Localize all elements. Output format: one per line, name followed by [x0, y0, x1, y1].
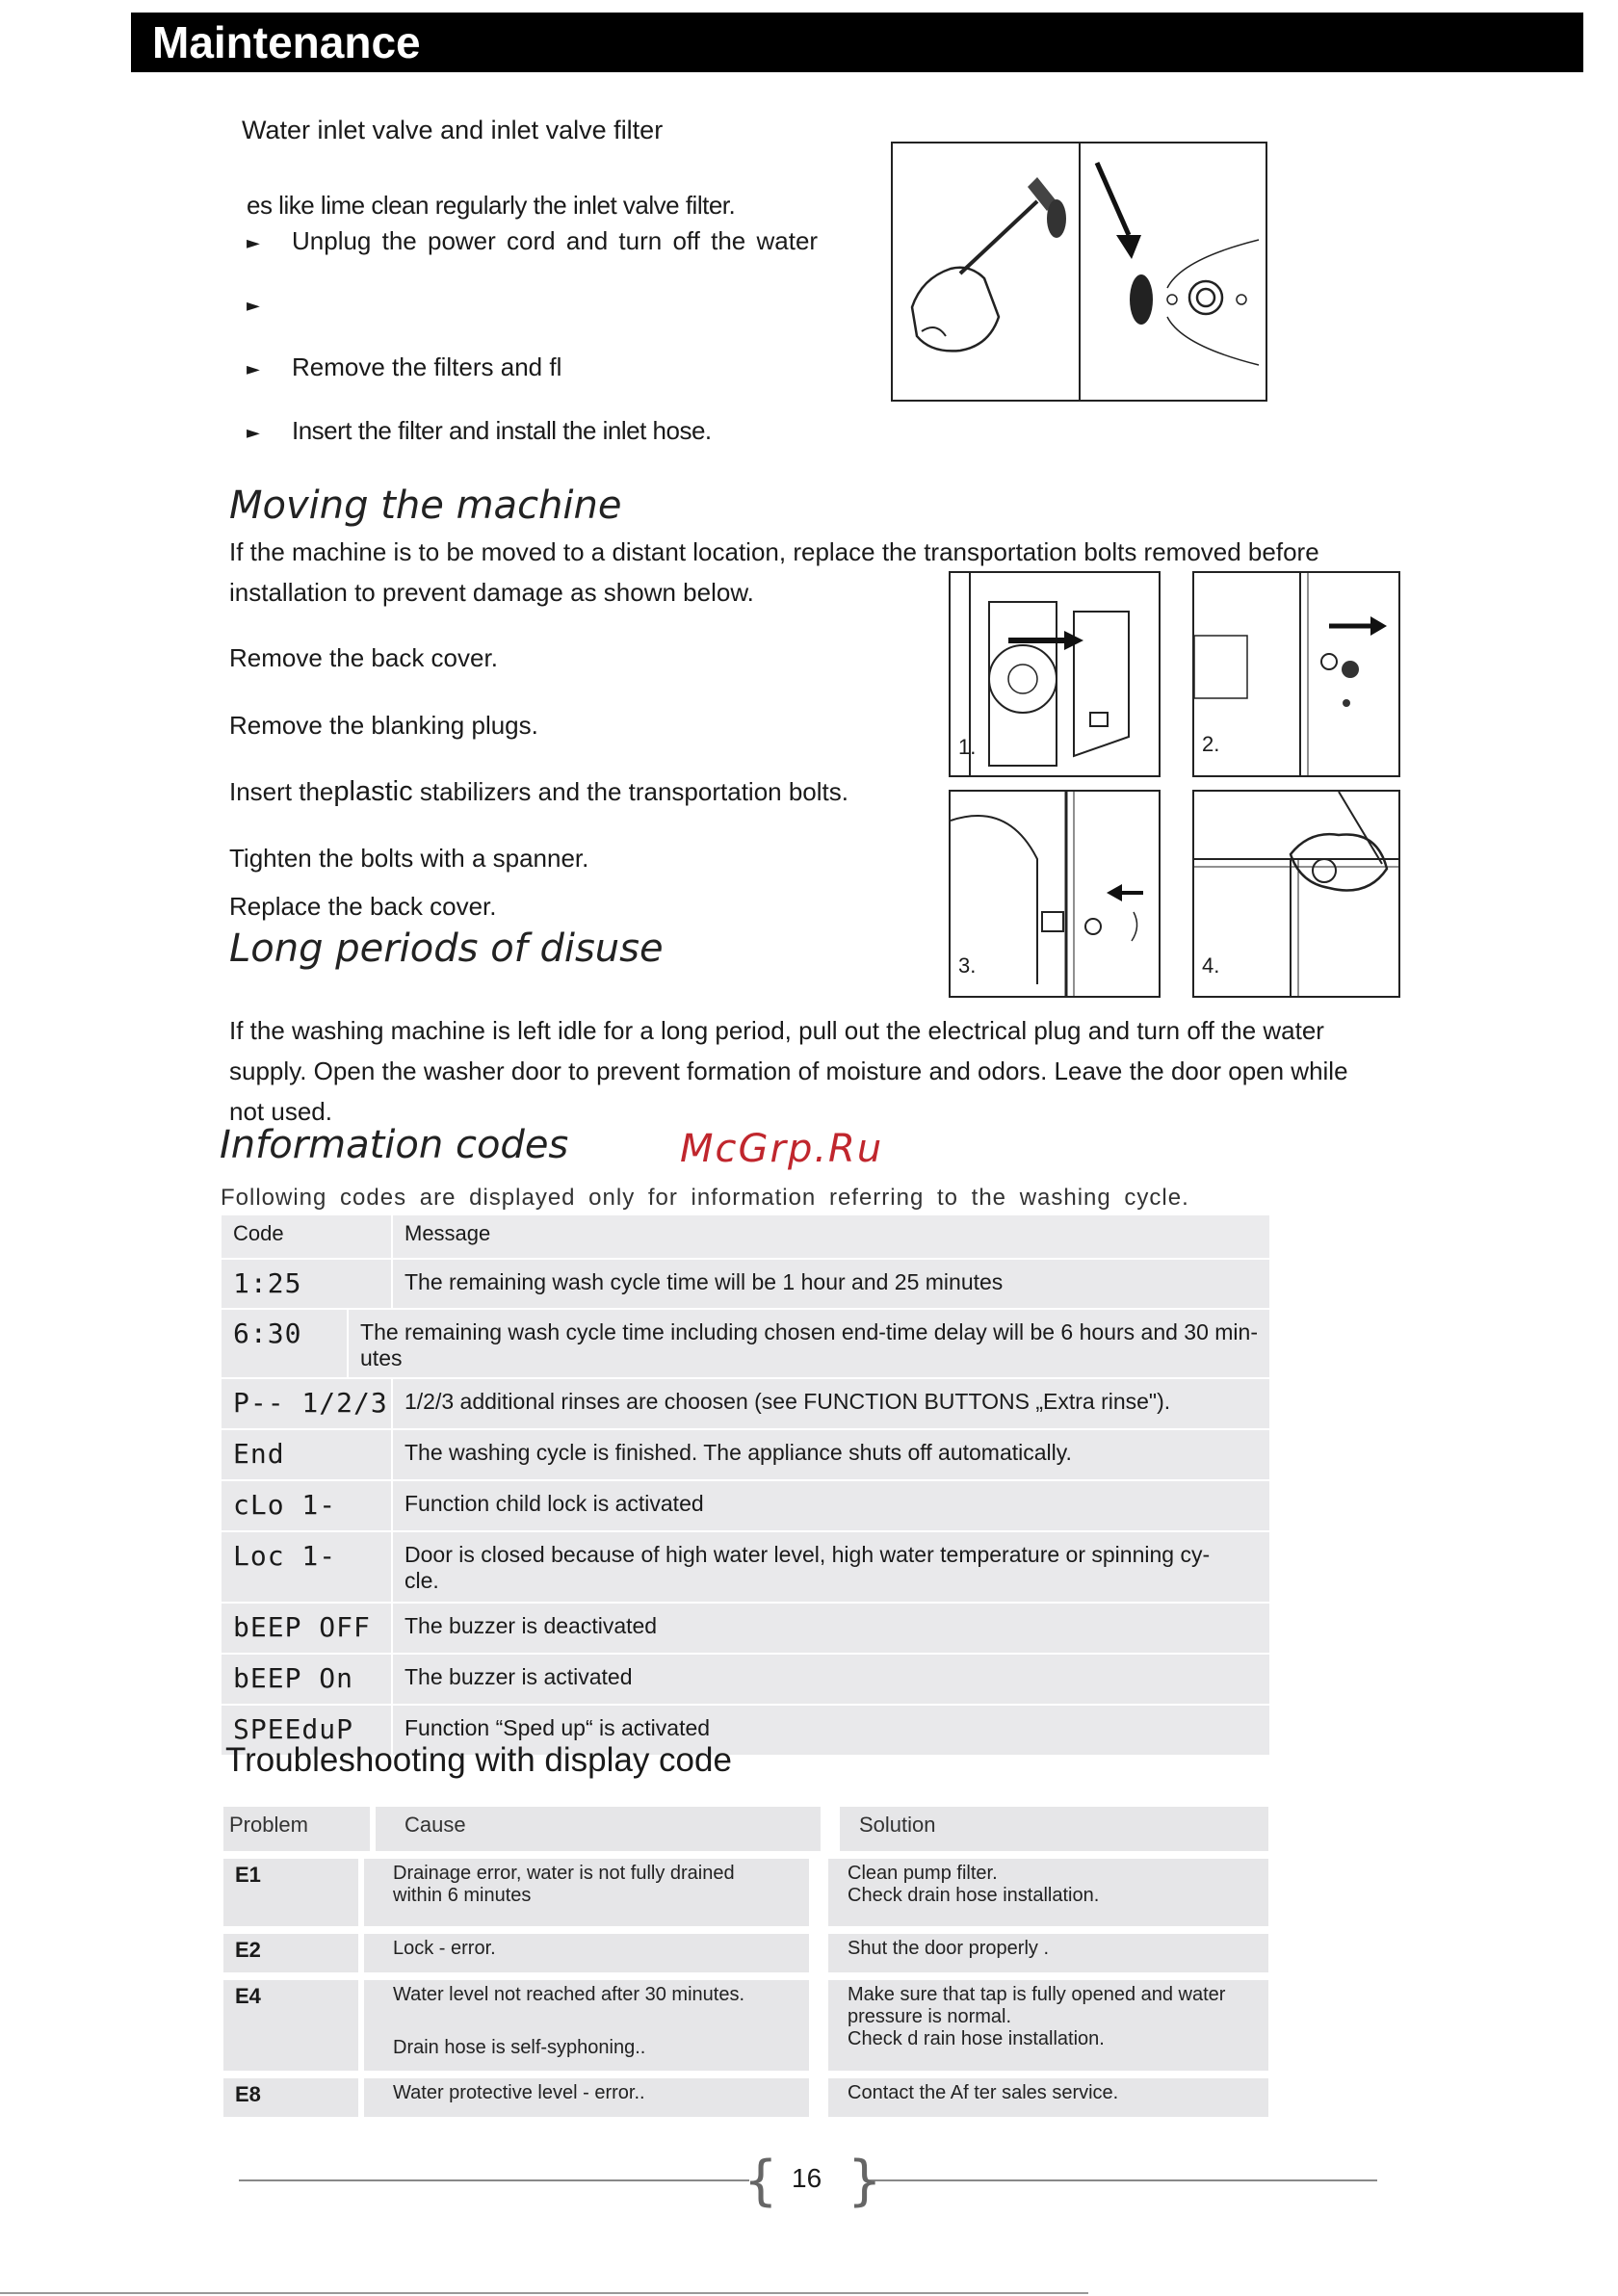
info-code: P-- 1/2/3 [222, 1379, 393, 1428]
col-message-header: Message [404, 1221, 491, 1245]
trouble-table-row [223, 2078, 1268, 2117]
moving-step-1: Remove the back cover. [229, 643, 498, 672]
moving-step-4: Tighten the bolts with a spanner. [229, 844, 589, 873]
info-title: Information codes [220, 1123, 569, 1167]
footer-rule-right [865, 2179, 1377, 2181]
trouble-problem-code: E1 [223, 1859, 358, 1926]
info-code: 1:25 [222, 1260, 393, 1308]
trouble-table-row [223, 1934, 1268, 1972]
info-message-line: Function child lock is activated [404, 1491, 704, 1516]
section-title: Maintenance [152, 17, 421, 67]
moving-title: Moving the machine [229, 483, 622, 528]
col-code-header: Code [222, 1215, 393, 1258]
watermark: McGrp.Ru [680, 1127, 884, 1171]
info-message-line: The remaining wash cycle time will be 1 hour and 25 minutes [404, 1269, 1004, 1294]
info-message [393, 1532, 1269, 1602]
trouble-solution [828, 1980, 1268, 2071]
info-code: Loc 1- [222, 1532, 393, 1602]
info-table-row [222, 1430, 1269, 1481]
info-message-line: The washing cycle is finished. The appliance shuts off automatically. [404, 1440, 1072, 1465]
info-message-line: The buzzer is activated [404, 1664, 633, 1689]
info-code: SPEEduP [222, 1706, 393, 1755]
trouble-solution [828, 2078, 1268, 2117]
trouble-table-row [223, 1859, 1268, 1926]
bullet-marker: ► [247, 296, 260, 316]
figure-label: 3. [958, 953, 977, 978]
bullet-marker: ► [247, 233, 260, 253]
page-number: 16 [792, 2163, 822, 2193]
footer-rule-left [239, 2179, 749, 2181]
trouble-cause-line: Water level not reached after 30 minutes. [393, 1984, 744, 2005]
moving-figure-3 [949, 790, 1161, 998]
info-code: 6:30 [222, 1310, 349, 1377]
trouble-solution-line: Check d rain hose installation. [848, 2028, 1105, 2049]
trouble-cause-line: Water protective level - error.. [393, 2082, 645, 2103]
info-message-line: The remaining wash cycle time including chosen end-time delay will be 6 hours and 30 min- [360, 1319, 1258, 1344]
col-problem-header: Problem [223, 1807, 370, 1851]
moving-step-3-c: stabilizers and the transportation bolts. [419, 777, 848, 806]
info-code: cLo 1- [222, 1481, 393, 1530]
trouble-cause-line: Drain hose is self-syphoning.. [393, 2037, 646, 2058]
trouble-cause [364, 1859, 809, 1926]
info-table-header [222, 1215, 1269, 1260]
info-table-row [222, 1260, 1269, 1310]
trouble-table-header [223, 1807, 1268, 1851]
moving-intro-line1: If the machine is to be moved to a distant location, replace the transportation bolts removed before [229, 537, 1319, 566]
inlet-title: Water inlet valve and inlet valve filter [242, 116, 664, 144]
info-code: bEEP On [222, 1655, 393, 1704]
info-message-line: Function “Sped up“ is activated [404, 1715, 711, 1740]
info-message [393, 1379, 1269, 1428]
info-codes-table [222, 1215, 1269, 1757]
inlet-filter-illustration [891, 142, 1267, 402]
trouble-problem-code: E2 [223, 1934, 358, 1972]
disuse-title: Long periods of disuse [229, 926, 664, 971]
trouble-cause [364, 1934, 809, 1972]
trouble-cause [364, 1980, 809, 2071]
trouble-solution-line: Make sure that tap is fully opened and water [848, 1984, 1226, 2005]
moving-figure-4 [1192, 790, 1400, 998]
inlet-intro: es like lime clean regularly the inlet valve filter. [247, 191, 736, 220]
info-message [349, 1310, 1269, 1377]
info-table-row [222, 1310, 1269, 1379]
info-message-line: The buzzer is deactivated [404, 1613, 658, 1638]
moving-intro-line2: installation to prevent damage as shown below. [229, 578, 754, 607]
moving-step-3 [229, 776, 848, 808]
figure-label: 4. [1202, 953, 1220, 978]
info-message-line: utes [360, 1345, 403, 1370]
moving-step-3-a: Insert the [229, 777, 334, 806]
info-message [393, 1604, 1269, 1653]
info-code: bEEP OFF [222, 1604, 393, 1653]
info-table-row [222, 1655, 1269, 1706]
inlet-step-3: Remove the filters and fl [292, 352, 562, 381]
disuse-line-1: If the washing machine is left idle for a long period, pull out the electrical plug and turn off the water [229, 1016, 1324, 1045]
trouble-table-row [223, 1980, 1268, 2071]
info-code: End [222, 1430, 393, 1479]
disuse-line-2: supply. Open the washer door to prevent formation of moisture and odors. Leave the door open while [229, 1057, 1348, 1085]
disuse-line-3: not used. [229, 1097, 332, 1126]
trouble-table [223, 1807, 1268, 2117]
info-table-row [222, 1481, 1269, 1532]
info-table-row [222, 1604, 1269, 1655]
bullet-marker: ► [247, 359, 260, 379]
inlet-step-1: Unplug the power cord and turn off the water [292, 226, 819, 255]
info-message [393, 1481, 1269, 1530]
figure-label: 1. [958, 735, 977, 759]
footer-bracket-right: } [848, 2150, 882, 2212]
info-message [393, 1430, 1269, 1479]
section-header-bar [131, 13, 1583, 72]
bottom-edge-line [0, 2292, 1088, 2294]
trouble-cause [364, 2078, 809, 2117]
trouble-problem-code: E8 [223, 2078, 358, 2117]
inlet-step-4: Insert the filter and install the inlet hose. [292, 416, 712, 445]
info-table-row [222, 1379, 1269, 1430]
moving-figure-1 [949, 571, 1161, 777]
col-solution-header: Solution [840, 1807, 1268, 1851]
info-subtitle: Following codes are displayed only for information referring to the washing cycle. [221, 1185, 1189, 1211]
trouble-cause-line: Drainage error, water is not fully drained [393, 1863, 735, 1884]
info-message-line: cle. [404, 1568, 439, 1593]
trouble-solution-line: Contact the Af ter sales service. [848, 2082, 1119, 2103]
trouble-solution-line: Clean pump filter. [848, 1863, 998, 1884]
trouble-solution [828, 1859, 1268, 1926]
trouble-solution [828, 1934, 1268, 1972]
moving-step-2: Remove the blanking plugs. [229, 711, 538, 740]
info-message [393, 1260, 1269, 1308]
col-cause-header: Cause [376, 1807, 821, 1851]
trouble-cause-line: Lock - error. [393, 1938, 496, 1959]
moving-step-3-b: plastic [333, 776, 413, 807]
info-message [393, 1655, 1269, 1704]
info-message-line: 1/2/3 additional rinses are choosen (see FUNCTION BUTTONS „Extra rinse"). [404, 1389, 1171, 1414]
figure-label: 2. [1202, 732, 1220, 756]
trouble-title: Troubleshooting with display code [225, 1741, 732, 1779]
info-message-line: Door is closed because of high water level, high water temperature or spinning cy- [404, 1542, 1211, 1567]
trouble-problem-code: E4 [223, 1980, 358, 2071]
trouble-solution-line: Shut the door properly . [848, 1938, 1050, 1959]
moving-step-5: Replace the back cover. [229, 892, 497, 921]
trouble-solution-line: pressure is normal. [848, 2006, 1012, 2027]
footer-bracket-left: { [744, 2150, 778, 2212]
info-table-row [222, 1532, 1269, 1604]
bullet-marker: ► [247, 423, 260, 443]
trouble-solution-line: Check drain hose installation. [848, 1885, 1100, 1906]
moving-figure-2 [1192, 571, 1400, 777]
trouble-cause-line: within 6 minutes [393, 1885, 532, 1906]
